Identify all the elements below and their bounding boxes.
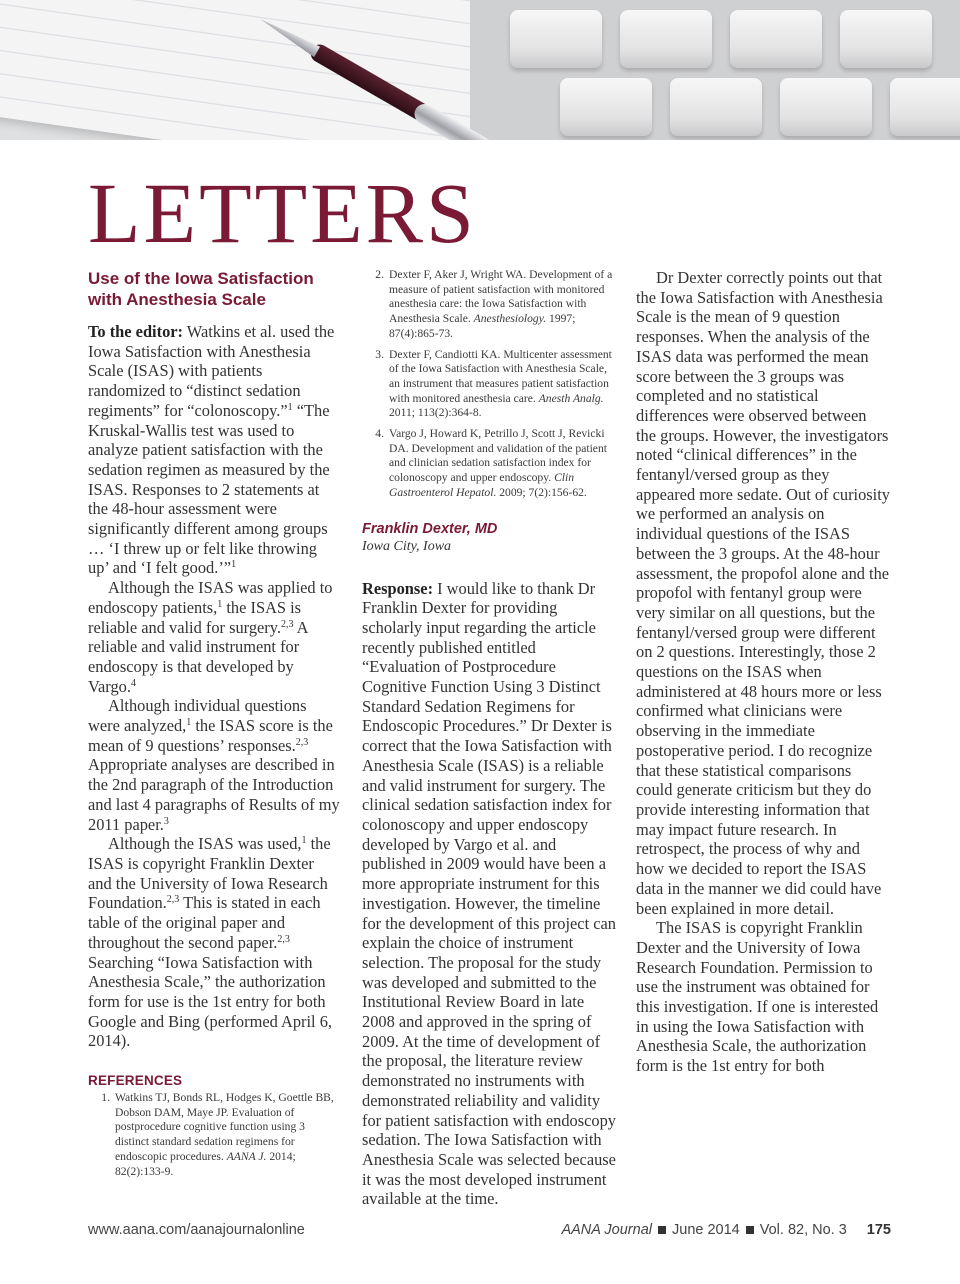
section-title: LETTERS bbox=[88, 165, 477, 261]
letter-paragraph-4: Although the ISAS was used,$^1$ the ISAS is copyright Franklin Dexter and the University of Iowa Research Foundation.$^{2,3}$ This is stated in each table of the original paper and throughout the second paper.$^{2,3}$ Searching “Iowa Satisfaction with Anesthesia Scale,” the authorization form for use is the 1st entry for both Google and Bing (performed April 6, 2014). bbox=[88, 834, 332, 1051]
footer-date: June 2014 bbox=[672, 1222, 740, 1238]
response-continued bbox=[636, 268, 890, 1076]
response-paragraph-3: The ISAS is copyright Franklin Dexter and the University of Iowa Research Foundation. Permission to use the instrument was obtained for this investigation. If one is interested in using the Iowa Satisfaction with Anesthesia Scale, the authorization form is the 1st entry for both bbox=[636, 918, 879, 1076]
letter-paragraph-3: Although individual questions were analyzed,$^1$ the ISAS score is the mean of 9 questions’ responses.$^{2,3}$ Appropriate analyses are described in the 2nd paragraph of the Introduction and last 4 paragraphs of Results of my 2011 paper.$^3$ bbox=[88, 696, 340, 834]
footer-volume: Vol. 82, No. 3 bbox=[759, 1222, 847, 1238]
reference-item: 2. Dexter F, Aker J, Wright WA. Development of a measure of patient satisfaction with monitored anesthesia care: the Iowa Satisfaction with Anesthesia Scale. Anesthesiology. 1997; 87(4):865-73. bbox=[375, 268, 613, 340]
footer-citation bbox=[525, 1222, 891, 1238]
keyboard-image bbox=[470, 0, 960, 140]
article-title: Use of the Iowa Satisfaction with Anesthesia Scale bbox=[88, 269, 314, 309]
column-1 bbox=[88, 268, 340, 1185]
response-paragraph-1: Response: I would like to thank Dr Franklin Dexter for providing scholarly input regarding the article recently published entitled “Evaluation of Postprocedure Cognitive Function Using 3 Distinct Standard Sedation Regimens for Endoscopic Procedures.” Dr Dexter is correct that the Iowa Satisfaction with Anesthesia Scale (ISAS) is a reliable and valid instrument for surgery. The clinical sedation satisfaction index for colonoscopy and upper endoscopy developed by Vargo et al. and published in 2009 would have been a more appropriate instrument for this investigation. However, the timeline for the development of this project can explain the choice of instrument selection. The proposal for the study was developed and submitted to the Institutional Review Board in late 2008 and approved in the spring of 2009. At the time of development of the proposal, the literature review demonstrated no instruments with demonstrated reliability and validity for patient satisfaction with endoscopy sedation. The Iowa Satisfaction with Anesthesia Scale was selected because it was the most developed instrument available at the time. bbox=[362, 578, 616, 1209]
letter-lead: To the editor: bbox=[88, 322, 183, 341]
references-list-1 bbox=[88, 1091, 340, 1179]
separator-square-icon bbox=[658, 1226, 666, 1234]
letter-paragraph-1: To the editor: Watkins et al. used the Iowa Satisfaction with Anesthesia Scale (ISAS) with patients randomized to “distinct sedation regiments” for “colonoscopy.”$^1$ “The Kruskal-Wallis test was used to analyze patient satisfaction with the sedation regimen as measured by the ISAS. Responses to 2 statements at the 48-hour assessment were significantly different among groups … ‘I threw up or felt like throwing up’ and ‘I felt good.’”$^1$ bbox=[88, 322, 335, 578]
footer-journal: AANA Journal bbox=[561, 1222, 652, 1238]
reference-item: 1. Watkins TJ, Bonds RL, Hodges K, Goettle BB, Dobson DAM, Maye JP. Evaluation of postprocedure cognitive function using 3 distinct standard sedation regimens for endoscopic procedures. AANA J. 2014; 82(2):133-9. bbox=[101, 1091, 334, 1178]
response-body bbox=[362, 579, 616, 1210]
letter-paragraph-2: Although the ISAS was applied to endoscopy patients,$^1$ the ISAS is reliable and valid for surgery.$^{2,3}$ A reliable and valid instrument for endoscopy is that developed by Vargo.$^4$ bbox=[88, 578, 333, 696]
references-heading: REFERENCES bbox=[88, 1073, 183, 1089]
separator-square-icon bbox=[746, 1226, 754, 1234]
response-paragraph-2: Dr Dexter correctly points out that the Iowa Satisfaction with Anesthesia Scale is the mean of 9 question responses. When the analysis of the ISAS data was performed the mean score between the 3 groups was completed and no statistical differences were observed between the groups. However, the investigators noted “clinical differences” in the fentanyl/versed group as they appeared more sedate. Out of curiosity we performed an analysis on individual questions of the ISAS between the 3 groups. At the 48-hour assessment, the propofol alone and the propofol with fentanyl group were very similar on all questions, but the fentanyl/versed group were different on 2 questions. Interestingly, those 2 questions on the ISAS when administered at 48 hours more or less confirmed what clinicians were observing in the immediate postoperative period. I do recognize that these statistical comparisons could generate criticism but they do provide interesting information that may impact future research. In retrospect, the process of why and how we decided to report the ISAS data in the manner we did could have been explained in more detail. bbox=[636, 268, 890, 918]
page-number: 175 bbox=[866, 1222, 891, 1238]
letter-body bbox=[88, 322, 340, 1051]
header-photo bbox=[0, 0, 960, 140]
column-2 bbox=[362, 268, 616, 1209]
references-list-2 bbox=[362, 268, 616, 501]
footer-url: www.aana.com/aanajournalonline bbox=[88, 1222, 305, 1238]
author-name: Franklin Dexter, MD bbox=[362, 520, 498, 537]
column-3 bbox=[636, 268, 890, 1076]
author-location: Iowa City, Iowa bbox=[362, 538, 452, 554]
reference-item: 3. Dexter F, Candiotti KA. Multicenter assessment of the Iowa Satisfaction with Anesthesia Scale, an instrument that measures patient satisfaction with monitored anesthesia care. Anesth Analg. 2011; 113(2):364-8. bbox=[375, 347, 612, 420]
response-lead: Response: bbox=[362, 578, 434, 598]
reference-item: 4. Vargo J, Howard K, Petrillo J, Scott J, Revicki DA. Development and validation of the patient and clinician sedation satisfaction index for colonoscopy and upper endoscopy. Clin Gastroenterol Hepatol. 2009; 7(2):156-62. bbox=[375, 427, 607, 499]
